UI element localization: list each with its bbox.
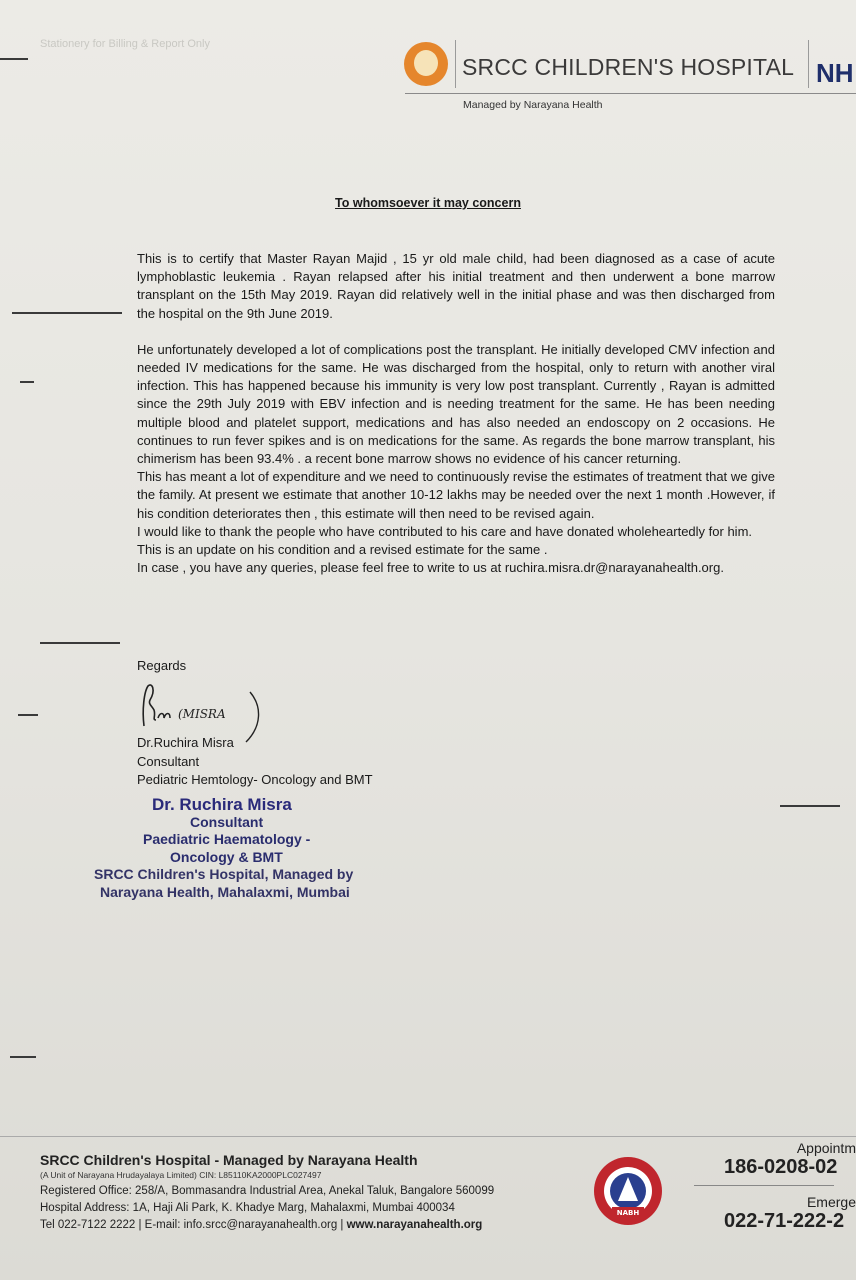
- scan-mark: [12, 312, 122, 314]
- appointment-number: 186-0208-02: [724, 1156, 838, 1178]
- stamp-name: Dr. Ruchira Misra: [152, 795, 292, 814]
- footer-contact: Tel 022-7122 2222 | E-mail: info.srcc@narayanahealth.org |: [40, 1219, 344, 1231]
- letter-body: [137, 250, 775, 577]
- emergency-label: Emerge: [806, 1194, 856, 1210]
- nabh-label: NABH: [616, 1209, 640, 1217]
- footer-website: www.narayanahealth.org: [346, 1219, 483, 1231]
- emergency-number: 022-71-222-2: [724, 1210, 845, 1232]
- paragraph-contact: In case , you have any queries, please feel free to write to us at ruchira.misra.dr@narayanahealth.org.: [137, 560, 724, 576]
- signatory-department: Pediatric Hemtology- Oncology and BMT: [137, 772, 373, 787]
- paragraph-thanks: I would like to thank the people who have contributed to his care and have donated wholeheartedly for him.: [137, 523, 753, 539]
- stamp-org-2: Narayana Health, Mahalaxmi, Mumbai: [100, 883, 350, 900]
- hospital-name: SRCC CHILDREN'S HOSPITAL: [462, 54, 795, 80]
- footer-address-block: [40, 1152, 494, 1231]
- child-face-logo-icon: [404, 42, 448, 86]
- doctor-stamp: [90, 796, 353, 901]
- letter-heading: To whomsoever it may concern: [335, 196, 521, 210]
- scan-mark: [780, 805, 840, 807]
- stamp-dept-2: Oncology & BMT: [170, 848, 283, 865]
- paragraph-diagnosis: This is to certify that Master Rayan Majid , 15 yr old male child, had been diagnosed as a case of acute lymphoblastic leukemia . Rayan relapsed after his initial treatment and then underwent a bone marrow transplant on the 15th May 2019. Rayan did relatively well in the initial phase and was then discharged from the hospital on the 9th June 2019.: [137, 251, 775, 321]
- svg-text:(MISRA: (MISRA: [178, 707, 226, 721]
- footer-hospital-address: Hospital Address: 1A, Haji Ali Park, K. Khadye Marg, Mahalaxmi, Mumbai 400034: [40, 1202, 455, 1214]
- nabh-seal-icon: [592, 1155, 664, 1227]
- signatory-name: Dr.Ruchira Misra: [137, 735, 234, 750]
- footer-contact-line: [40, 1219, 494, 1231]
- footer-title: SRCC Children's Hospital - Managed by Narayana Health: [40, 1152, 418, 1168]
- footer-rule: [0, 1136, 856, 1137]
- signatory-block: [137, 734, 373, 790]
- scan-mark: [20, 381, 34, 383]
- regards: Regards: [137, 658, 187, 673]
- scan-mark: [18, 714, 38, 716]
- paragraph-complications: He unfortunately developed a lot of complications post the transplant. He initially developed CMV infection and needed IV medications for the same. He was discharged from the hospital, only to return with another viral infection. This has happened because his immunity is very low post transplant. Currently , Rayan is admitted since the 29th July 2019 with EBV infection and is needing treatment for the same. He has been needing multiple blood and platelet support, medications and has also needed an endoscopy on 2 occasions. He continues to run fever spikes and is on medications for the same. As regards the bone marrow transplant, his chimerism has been 93.4% . a recent bone marrow shows no evidence of his cancer returning.: [137, 341, 775, 467]
- stamp-org-1: SRCC Children's Hospital, Managed by: [94, 866, 354, 882]
- scan-mark: [0, 58, 28, 60]
- paragraph-estimate: This has meant a lot of expenditure and we need to continuously revise the estimates of treatment that we give the family. At present we estimate that another 10-12 lakhs may be needed over the next 1 month .However, if his condition deteriorates then , this estimate will then need to be revised again.: [137, 469, 775, 521]
- managed-by-line: Managed by Narayana Health: [463, 99, 603, 111]
- header-rule: [405, 93, 856, 94]
- stamp-title: Consultant: [190, 813, 264, 830]
- stationery-watermark: Stationery for Billing & Report Only: [40, 38, 210, 50]
- signatory-designation: Consultant: [137, 753, 200, 769]
- footer-phone-block: [724, 1140, 856, 1233]
- footer-unit-cin: (A Unit of Narayana Hrudayalaya Limited) CIN: L85110KA2000PLC027497: [40, 1170, 322, 1180]
- appointment-label: Appointm: [796, 1140, 856, 1156]
- paragraph-update: This is an update on his condition and a revised estimate for the same .: [137, 542, 548, 558]
- footer-registered-office: Registered Office: 258/A, Bommasandra Industrial Area, Anekal Taluk, Bangalore 560099: [40, 1185, 495, 1197]
- scan-mark: [10, 1056, 36, 1058]
- scan-mark: [40, 642, 120, 644]
- stamp-dept-1: Paediatric Haematology -: [143, 831, 311, 847]
- narayana-health-logo: NH: [816, 58, 854, 88]
- hospital-logo-block: [402, 40, 856, 100]
